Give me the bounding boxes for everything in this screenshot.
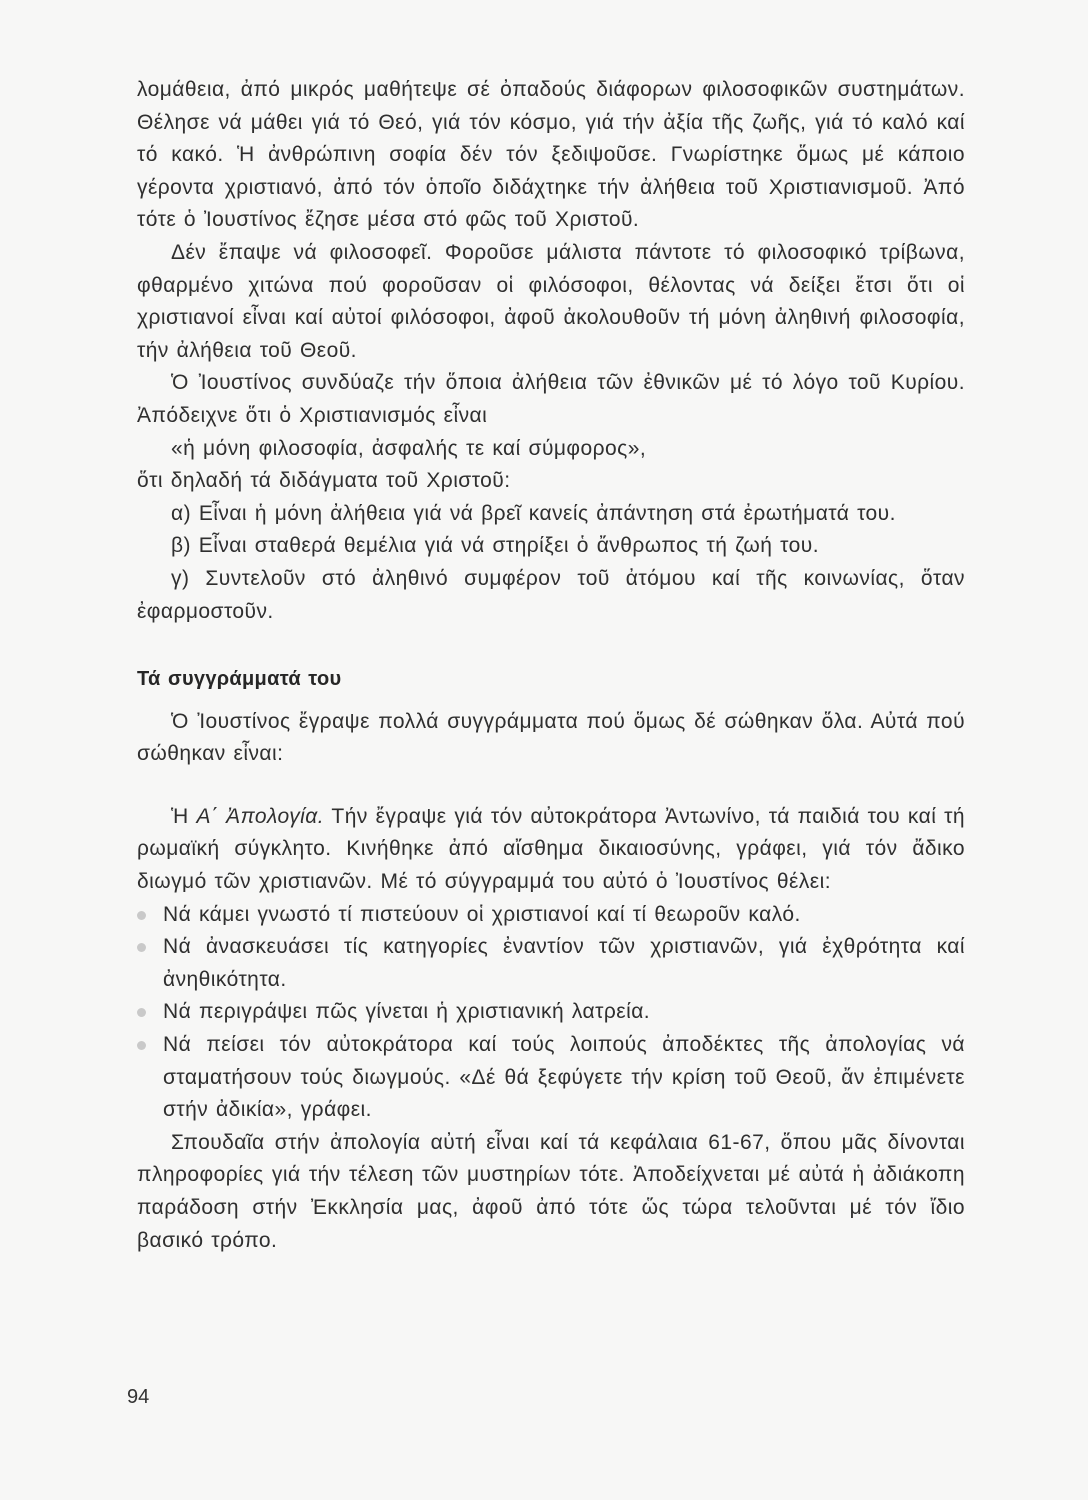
list-item xyxy=(137,931,965,996)
bullet-icon xyxy=(137,1041,146,1050)
quotation: «ἡ μόνη φιλοσοφία, ἀσφαλής τε καί σύμφορος», xyxy=(171,436,647,460)
list-item xyxy=(137,899,965,932)
teaching-item-a: α) Εἶναι ἡ μόνη ἀλήθεια γιά νά βρεῖ κανείς ἀπάντηση στά ἐρωτήματά του. xyxy=(171,501,896,525)
list-item xyxy=(137,1029,965,1127)
bullet-icon xyxy=(137,911,146,920)
list-item-text: Νά κάμει γνωστό τί πιστεύουν οἱ χριστιανοί καί τί θεωροῦν καλό. xyxy=(163,902,801,926)
apology-paragraph xyxy=(137,801,965,899)
bullet-icon xyxy=(137,943,146,952)
page-number: 94 xyxy=(127,1386,150,1408)
list-item-text: Νά πείσει τόν αὐτοκράτορα καί τούς λοιπούς ἀποδέκτες τῆς ἀπολογίας νά σταματήσουν τούς διωγμούς. «Δέ θά ξεφύγετε τήν κρίση τοῦ Θεοῦ, ἄν ἐπιμένετε στήν ἀδικία», γράφει. xyxy=(163,1033,965,1122)
paragraph-combination: Ὁ Ἰουστίνος συνδύαζε τήν ὅποια ἀλήθεια τῶν ἐθνικῶν μέ τό λόγο τοῦ Κυρίου. Ἀπόδειχνε ὅτι ὁ Χριστιανισμός εἶναι xyxy=(137,371,965,427)
bullet-icon xyxy=(137,1008,146,1017)
closing-paragraph: Σπουδαῖα στήν ἀπολογία αὐτή εἶναι καί τά κεφάλαια 61-67, ὅπου μᾶς δίνονται πληροφορίες γιά τήν τέλεση τῶν μυστηρίων τότε. Ἀποδείχνεται μέ αὐτά ἡ ἀδιάκοπη παράδοση στήν Ἐκκλησία μας, ἀφοῦ ἀπό τότε ὥς τώρα τελοῦνται μέ τόν ἴδιο βασικό τρόπο. xyxy=(137,1130,965,1252)
list-item-text: Νά περιγράψει πῶς γίνεται ἡ χριστιανική λατρεία. xyxy=(163,1000,651,1024)
aims-list xyxy=(137,899,965,1127)
apology-prefix: Ἡ xyxy=(171,804,197,828)
paragraph-intro: λομάθεια, ἀπό μικρός μαθήτεψε σέ ὀπαδούς διάφορων φιλοσοφικῶν συστημάτων. Θέλησε νά μάθει γιά τό Θεό, γιά τόν κόσμο, γιά τήν ἀξία τῆς ζωῆς, γιά τό καλό καί τό κακό. Ἡ ἀνθρώπινη σοφία δέν τόν ξεδιψοῦσε. Γνωρίστηκε ὅμως μέ κάποιο γέροντα χριστιανό, ἀπό τόν ὁποῖο διδάχτηκε τήν ἀλήθεια τοῦ Χριστιανισμοῦ. Ἀπό τότε ὁ Ἰουστίνος ἔζησε μέσα στό φῶς τοῦ Χριστοῦ. xyxy=(137,78,965,232)
section-intro: Ὁ Ἰουστίνος ἔγραψε πολλά συγγράμματα πού ὅμως δέ σώθηκαν ὅλα. Αὐτά πού σώθηκαν εἶναι: xyxy=(137,709,965,766)
paragraph-philosophy: Δέν ἔπαψε νά φιλοσοφεῖ. Φοροῦσε μάλιστα πάντοτε τό φιλοσοφικό τρίβωνα, φθαρμένο χιτώνα πού φοροῦσαν οἱ φιλόσοφοι, θέλοντας νά δείξει ἔτσι ὅτι οἱ χριστιανοί εἶναι καί αὐτοί φιλόσοφοι, ἀφοῦ ἀκολουθοῦν τή μόνη ἀληθινή φιλοσοφία, τήν ἀλήθεια τοῦ Θεοῦ. xyxy=(137,240,965,362)
paragraph-teachings: ὅτι δηλαδή τά διδάγματα τοῦ Χριστοῦ: xyxy=(137,469,511,493)
list-item-text: Νά ἀνασκευάσει τίς κατηγορίες ἐναντίον τῶν χριστιανῶν, γιά ἐχθρότητα καί ἀνηθικότητα. xyxy=(163,935,965,991)
apology-text: Τήν ἔγραψε γιά τόν αὐτοκράτορα Ἀντωνίνο, τά παιδιά του καί τή ρωμαϊκή σύγκλητο. Κινήθηκε ἀπό αἴσθημα δικαιοσύνης, γράφει, γιά τόν ἄδικο διωγμό τῶν χριστιανῶν. Μέ τό σύγγραμμά του αὐτό ὁ Ἰουστίνος θέλει: xyxy=(137,804,965,894)
page-body xyxy=(137,74,965,1257)
apology-title: Α΄ Ἀπολογία. xyxy=(196,804,324,828)
section-heading: Τά συγγράμματά του xyxy=(137,668,342,691)
teaching-item-c: γ) Συντελοῦν στό ἀληθινό συμφέρον τοῦ ἀτόμου καί τῆς κοινωνίας, ὅταν ἐφαρμοστοῦν. xyxy=(137,566,965,623)
teaching-item-b: β) Εἶναι σταθερά θεμέλια γιά νά στηρίξει ὁ ἄνθρωπος τή ζωή του. xyxy=(171,534,819,558)
list-item xyxy=(137,996,965,1029)
